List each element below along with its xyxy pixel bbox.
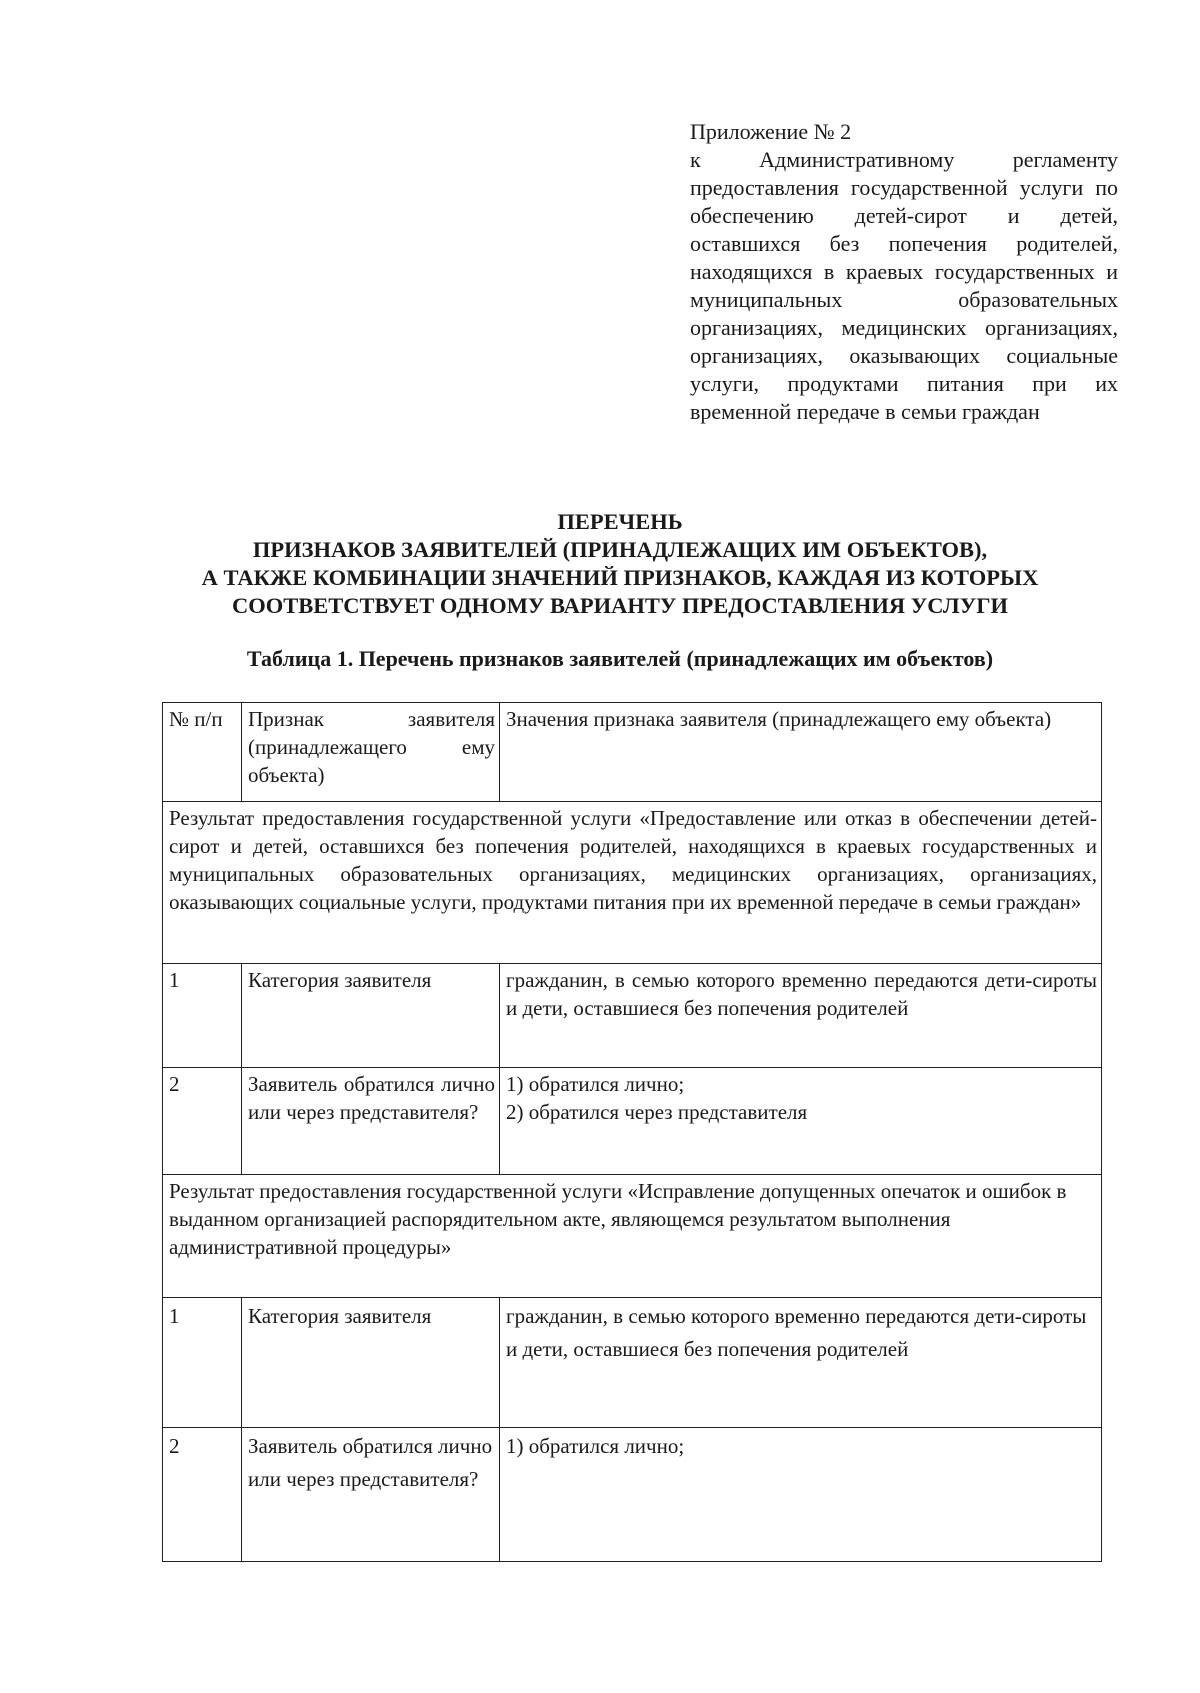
section-result-row [163, 802, 1102, 964]
table-row [163, 1068, 1102, 1175]
row-number: 1 [163, 964, 242, 1068]
appendix-title: Приложение № 2 [690, 119, 852, 144]
section-result-text: Результат предоставления государственной услуги «Предоставление или отказ в обеспечении детей-сирот и детей, оставшихся без попечения родителей, находящихся в краевых государственных и муниципальных образовательных организациях, медицинских организациях, организациях, оказывающих социальные услуги, продуктами питания при их временной передаче в семьи граждан» [163, 802, 1102, 964]
section-result-text: Результат предоставления государственной услуги «Исправление допущенных опечаток и ошибок в выданном организацией распорядительном акте, являющемся результатом выполнения административной процедуры» [163, 1175, 1102, 1298]
row-number: 1 [163, 1298, 242, 1428]
value-line: 1) обратился лично; [506, 1072, 685, 1096]
appendix-text: к Административному регламенту предоставления государственной услуги по обеспечению детей-сирот и детей, оставшихся без попечения родителей, находящихся в краевых государственных и муниципальных образовательных организациях, медицинских организациях, организациях, оказывающих социальные услуги, продуктами питания при их временной передаче в семьи граждан [690, 147, 1118, 424]
row-values: 1) обратился лично; [500, 1428, 1102, 1562]
row-feature: Заявитель обратился лично или через представителя? [242, 1428, 500, 1562]
section-result-row [163, 1175, 1102, 1298]
row-values: гражданин, в семью которого временно передаются дети-сироты и дети, оставшиеся без попечения родителей [500, 964, 1102, 1068]
row-number: 2 [163, 1428, 242, 1562]
row-feature: Категория заявителя [242, 964, 500, 1068]
table-header-row [163, 703, 1102, 802]
row-number: 2 [163, 1068, 242, 1175]
table-caption: Таблица 1. Перечень признаков заявителей (принадлежащих им объектов) [246, 646, 994, 671]
table-row [163, 1428, 1102, 1562]
table-row [163, 964, 1102, 1068]
header-number: № п/п [163, 703, 242, 802]
heading-line-4: СООТВЕТСТВУЕТ ОДНОМУ ВАРИАНТУ ПРЕДОСТАВЛЕНИЯ УСЛУГИ [231, 593, 1009, 618]
appendix-note [690, 118, 1118, 426]
features-table [162, 702, 1102, 1562]
row-feature: Категория заявителя [242, 1298, 500, 1428]
heading-line-2: ПРИЗНАКОВ ЗАЯВИТЕЛЕЙ (ПРИНАДЛЕЖАЩИХ ИМ ОБЪЕКТОВ), [252, 537, 988, 562]
heading-line-3: А ТАКЖЕ КОМБИНАЦИИ ЗНАЧЕНИЙ ПРИЗНАКОВ, КАЖДАЯ ИЗ КОТОРЫХ [201, 565, 1039, 590]
value-line: 2) обратился через представителя [506, 1100, 808, 1124]
document-heading [140, 508, 1100, 620]
heading-line-1: ПЕРЕЧЕНЬ [557, 509, 683, 534]
row-values [500, 1068, 1102, 1175]
row-values: гражданин, в семью которого временно передаются дети-сироты и дети, оставшиеся без попечения родителей [500, 1298, 1102, 1428]
header-values: Значения признака заявителя (принадлежащего ему объекта) [500, 703, 1102, 802]
table-row [163, 1298, 1102, 1428]
header-feature: Признак заявителя (принадлежащего ему объекта) [242, 703, 500, 802]
row-feature: Заявитель обратился лично или через представителя? [242, 1068, 500, 1175]
